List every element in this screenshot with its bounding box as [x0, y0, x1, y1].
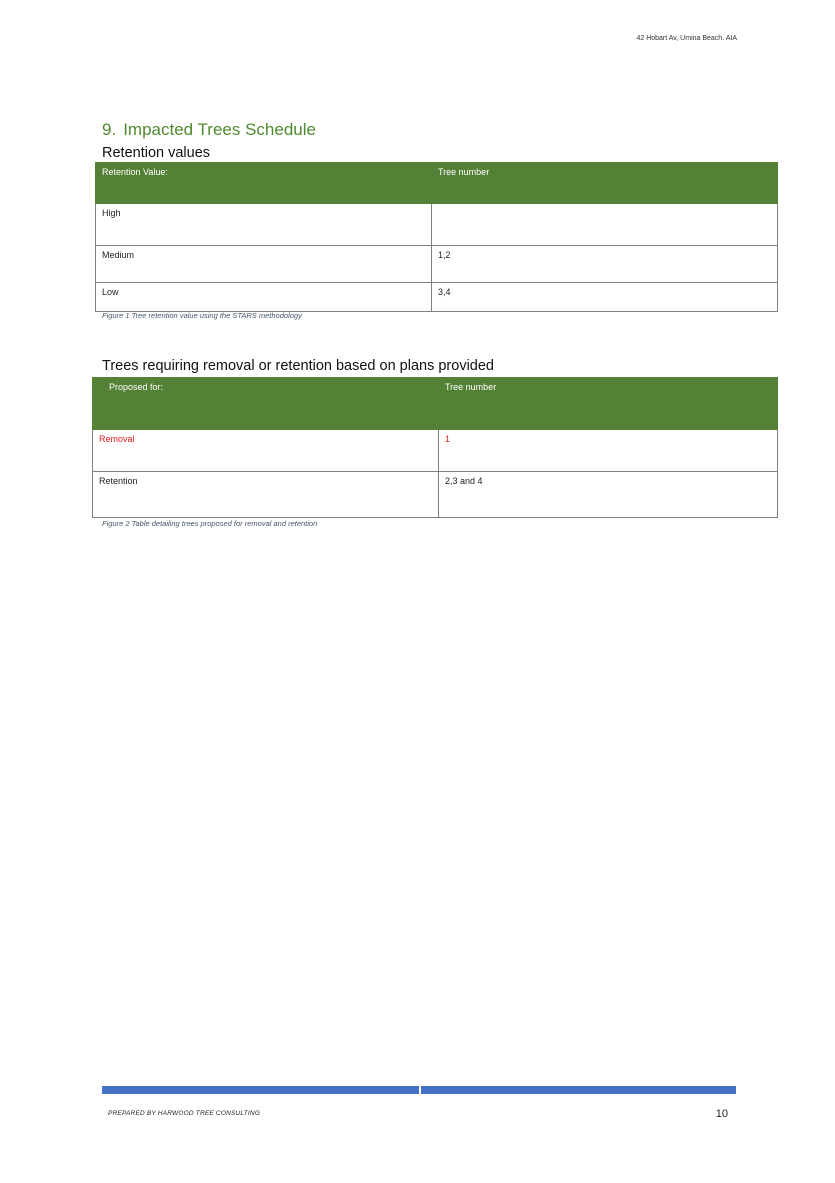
tree-number-cell: 3,4 — [432, 283, 778, 312]
footer-divider-bar — [102, 1086, 736, 1094]
retention-value-cell: Low — [96, 283, 432, 312]
column-header-retention-value: Retention Value: — [96, 163, 432, 204]
removal-retention-table — [92, 377, 778, 518]
figure-1-caption: Figure 1 Tree retention value using the STARS methodology — [102, 311, 302, 320]
tree-number-cell — [432, 204, 778, 246]
column-header-tree-number: Tree number — [432, 163, 778, 204]
table-row — [96, 246, 778, 283]
retention-value-cell: High — [96, 204, 432, 246]
table-header-row — [96, 163, 778, 204]
page-number: 10 — [715, 1108, 728, 1120]
retention-values-heading: Retention values — [102, 145, 211, 161]
section-title-text: Impacted Trees Schedule — [123, 120, 316, 139]
column-header-tree-number: Tree number — [439, 378, 778, 430]
tree-number-cell: 1,2 — [432, 246, 778, 283]
proposed-for-cell: Retention — [93, 472, 439, 518]
retention-value-cell: Medium — [96, 246, 432, 283]
table-row — [93, 472, 778, 518]
footer-prepared-by: PREPARED BY HARWOOD TREE CONSULTING — [108, 1110, 261, 1117]
tree-number-cell: 2,3 and 4 — [439, 472, 778, 518]
tree-number-cell: 1 — [439, 430, 778, 472]
retention-values-table — [95, 162, 778, 312]
proposed-for-cell: Removal — [93, 430, 439, 472]
figure-2-caption: Figure 2 Table detailing trees proposed for removal and retention — [102, 519, 318, 528]
table-row — [93, 430, 778, 472]
table-row — [96, 204, 778, 246]
table-header-row — [93, 378, 778, 430]
section-number: 9. — [102, 120, 117, 139]
column-header-proposed-for: Proposed for: — [93, 378, 439, 430]
header-address: 42 Hobart Av, Umina Beach. AIA — [636, 35, 737, 42]
section-title — [102, 120, 316, 140]
table-row — [96, 283, 778, 312]
removal-retention-heading: Trees requiring removal or retention based on plans provided — [102, 358, 494, 374]
